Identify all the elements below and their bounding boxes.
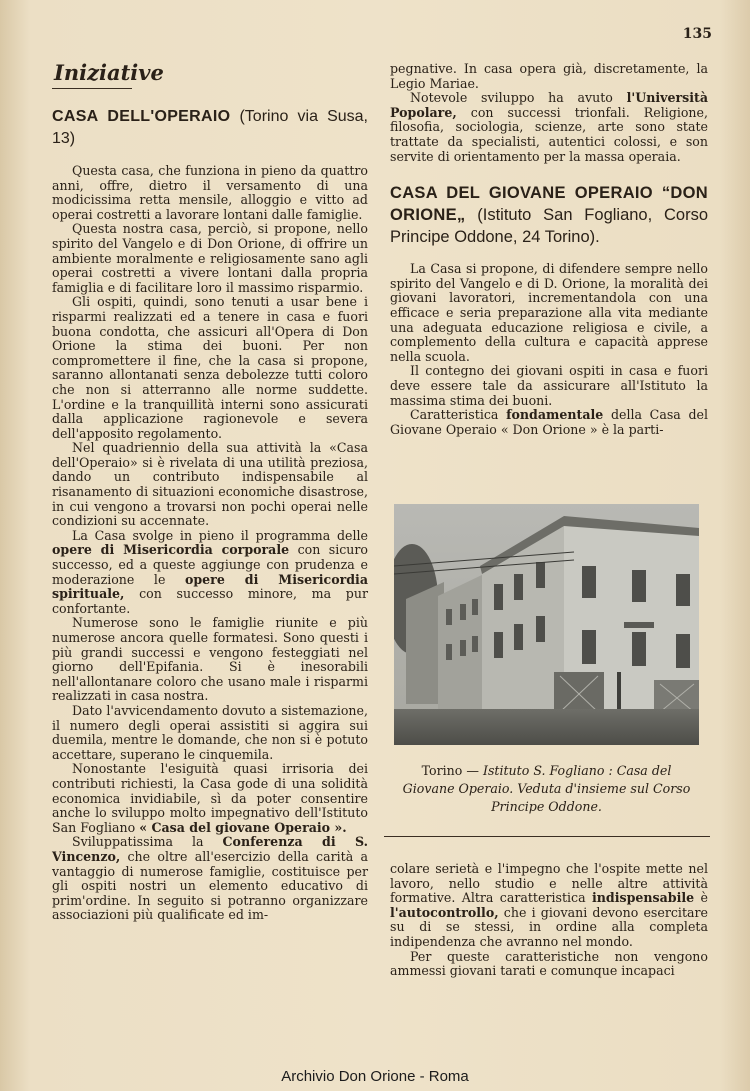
heading-location: (Istituto San Fogliano, Corso Principe Oddone, 24 Torino). <box>390 206 708 247</box>
building-photo <box>394 504 699 745</box>
bold-run: opere di Misericordia spirituale, <box>52 571 368 602</box>
column-separator-rule <box>384 836 710 837</box>
heading-location: (Torino via Susa, 13) <box>52 108 369 147</box>
bold-run: l'autocontrollo, <box>390 904 499 920</box>
text-run: con successi trionfali. Religione, filosofia, sociologia, scienze, arte sono state trattate da specialisti, autentici colossi, e son servite di orientamento per la massa operaia. <box>390 104 708 164</box>
paragraph <box>390 91 708 164</box>
paragraph <box>390 862 708 950</box>
text-run: Caratteristica <box>410 407 507 423</box>
left-column <box>52 106 368 923</box>
paragraph <box>390 408 708 437</box>
article-heading-casa-operaio <box>52 106 368 150</box>
paragraph: Gli ospiti, quindi, sono tenuti a usar bene i risparmi realizzati ed a tenere in casa e fuori buona condotta, che assicuri all'Opera di Don Orione la stima dei buoni. Per non compromettere il fine, che la casa si propone, saranno allontanati senza debolezze tutti coloro che non si atterranno alle norme suddette. L'ordine e la tranquillità interni sono assicurati dalla applicazione ragionevole e severa dell'apposito regolamento. <box>52 294 368 441</box>
paragraph: Per queste caratteristiche non vengono ammessi giovani tarati e comunque incapaci <box>390 948 708 979</box>
bold-run: Conferenza di S. Vincenzo, <box>52 834 368 864</box>
text-run: Nonostante l'esiguità quasi irrisoria dei contributi richiesti, la Casa gode di una solidità economica invidiabile, sì da poter consentire anche lo sviluppo molto impegnativo dell'Istituto San Fogliano <box>52 761 368 835</box>
heading-title: CASA DELL'OPERAIO <box>52 108 231 125</box>
page-number: 135 <box>682 26 712 42</box>
caption-place: Torino <box>421 763 463 778</box>
paragraph: Questa nostra casa, perciò, si propone, nello spirito del Vangelo e di Don Orione, di offrire un ambiente moralmente e religiosamente sano agli operai costretti a vivere lontani dalla propria famiglia e di facilitare loro il massimo risparmio. <box>52 221 368 295</box>
section-tag: Iniziative <box>54 60 164 85</box>
paragraph: Questa casa, che funziona in pieno da quattro anni, offre, dietro il versamento di una modicissima retta mensile, alloggio e vitto ad operai costretti a lavorare lontani dalle famiglie. <box>52 163 368 222</box>
bold-run: indispensabile <box>591 890 695 906</box>
text-run: che i giovani devono esercitare su di se stessi, in ordine alla completa indipendenza che avranno nel mondo. <box>390 904 708 949</box>
photo-caption <box>394 762 699 816</box>
paragraph <box>52 835 368 923</box>
text-run: colare serietà e l'impegno che l'ospite mette nel lavoro, nello studio e nelle altre attività formative. Altra caratteristica <box>390 861 708 906</box>
paragraph: Dato l'avvicendamento dovuto a sistemazione, il numero degli operai assistiti si aggira sui duemila, mentre le domande, che non si è potuto accettare, superano le cinquemila. <box>52 702 368 762</box>
text-run: con successo minore, ma pur confortante. <box>52 586 368 616</box>
bold-run: « Casa del giovane Operaio ». <box>139 819 347 835</box>
building-photo-drawing <box>394 504 699 745</box>
caption-text: — Istituto S. Fogliano : Casa del Giovane Operaio. Veduta d'insieme sul Corso Principe Oddone. <box>402 763 691 814</box>
right-column-top <box>390 62 708 437</box>
text-run: Notevole sviluppo ha avuto <box>410 90 627 106</box>
bold-run: opere di Misericordia corporale <box>52 542 290 558</box>
bold-run: fondamentale <box>506 407 604 423</box>
section-tag-underline <box>52 88 132 89</box>
article-heading-giovane-operaio <box>390 182 708 248</box>
paragraph: Il contegno dei giovani ospiti in casa e fuori deve essere tale da assicurare all'Istituto la massima stima dei buoni. <box>390 363 708 408</box>
archive-footer: Archivio Don Orione - Roma <box>281 1068 469 1085</box>
text-run: è <box>694 890 708 906</box>
paragraph <box>52 762 368 835</box>
paragraph: La Casa si propone, di difendere sempre nello spirito del Vangelo e di D. Orione, la moralità dei giovani lavoratori, incrementandola con una efficace e seria preparazione alla vita mediante una adeguata educazione religiosa e civile, a complemento della cultura e capacità apprese nella scuola. <box>390 261 708 364</box>
bold-run: l'Università Popolare, <box>390 90 708 120</box>
text-run: che oltre all'esercizio della carità a vantaggio di numerose famiglie, costituisce per gli ospiti nostri un elemento educativo di prim'ordine. In seguito si potranno organizzare associazioni più qualificate ed im- <box>52 848 368 923</box>
paragraph: pegnative. In casa opera già, discretamente, la Legio Mariae. <box>390 61 708 91</box>
text-run: La Casa svolge in pieno il programma delle <box>72 527 368 543</box>
text-run: della Casa del Giovane Operaio « Don Orione » è la parti- <box>390 407 708 437</box>
paragraph: Nel quadriennio della sua attività la «Casa dell'Operaio» si è rivelata di una utilità preziosa, dando un contributo indispensabile al risanamento di situazioni economiche disastrose, in cui vengono a trovarsi non pochi operai nelle condizioni su accennate. <box>52 440 368 529</box>
paragraph <box>52 529 368 617</box>
heading-title: CASA DEL GIOVANE OPERAIO “DON ORIONE„ <box>390 184 708 225</box>
text-run: Sviluppatissima la <box>72 834 223 850</box>
paragraph: Numerose sono le famiglie riunite e più numerose ancora quelle formatesi. Sono questi i più grandi successi e vengono festeggiati nel giorno dell'Epifania. Si è inesorabili nell'allontanare coloro che usano male i risparmi realizzati in casa nostra. <box>52 615 368 704</box>
text-run: con sicuro successo, ed a queste aggiunge con prudenza e moderazione le <box>52 542 369 587</box>
right-column-bottom <box>390 862 708 979</box>
